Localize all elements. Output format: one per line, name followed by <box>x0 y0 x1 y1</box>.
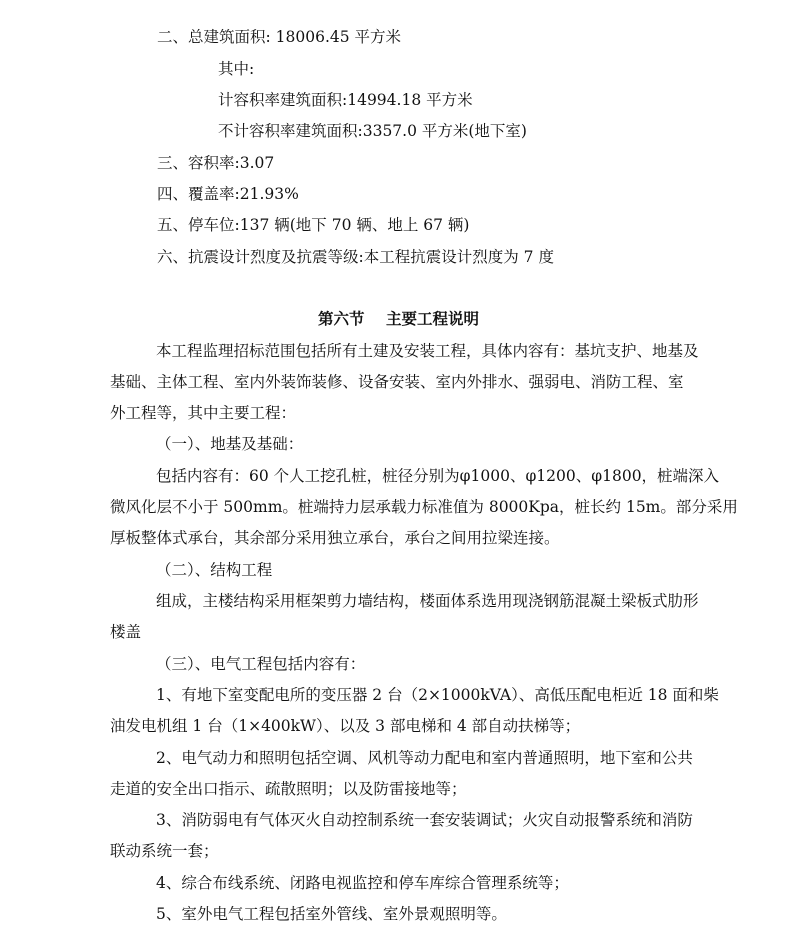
structure-text-line: 组成，主楼结构采用框架剪力墙结构，楼面体系选用现浇钢筋混凝土梁板式肋形 <box>156 592 699 610</box>
foundation-heading: （一）、地基及基础： <box>156 435 304 453</box>
coverage-line: 四、覆盖率:21.93% <box>157 185 299 203</box>
electrical-item-line: 3、消防弱电有气体灭火自动控制系统一套安装调试；火灾自动报警系统和消防 <box>156 811 693 829</box>
structure-heading: （二）、结构工程 <box>156 561 273 579</box>
electrical-item-line: 1、有地下室变配电所的变压器 2 台（2×1000kVA）、高低压配电柜近 18 面和柴 <box>156 686 719 704</box>
electrical-item-line: 4、综合布线系统、闭路电视监控和停车库综合管理系统等； <box>156 874 569 892</box>
far-line: 三、容积率:3.07 <box>157 154 275 172</box>
far-area-line: 计容积率建筑面积:14994.18 平方米 <box>218 91 473 109</box>
electrical-item-line: 2、电气动力和照明包括空调、风机等动力配电和室内普通照明，地下室和公共 <box>156 749 693 767</box>
intro-line: 基础、主体工程、室内外装饰装修、设备安装、室内外排水、强弱电、消防工程、室 <box>110 373 684 391</box>
section-title: 第六节 主要工程说明 <box>317 309 480 328</box>
non-far-area-line: 不计容积率建筑面积:3357.0 平方米(地下室) <box>218 122 527 140</box>
seismic-line: 六、抗震设计烈度及抗震等级:本工程抗震设计烈度为 7 度 <box>157 248 554 266</box>
of-which-label: 其中: <box>218 60 255 78</box>
intro-line: 外工程等，其中主要工程： <box>110 404 297 422</box>
structure-text-line: 楼盖 <box>110 623 142 641</box>
electrical-heading: （三）、电气工程包括内容有： <box>156 655 366 673</box>
electrical-item-line: 5、室外电气工程包括室外管线、室外景观照明等。 <box>156 905 507 923</box>
electrical-item-line: 走道的安全出口指示、疏散照明；以及防雷接地等； <box>110 780 467 798</box>
foundation-text-line: 包括内容有：60 个人工挖孔桩，桩径分别为φ1000、φ1200、φ1800，桩端深入 <box>156 467 720 485</box>
electrical-item-line: 联动系统一套； <box>110 842 219 860</box>
total-area-line: 二、总建筑面积: 18006.45 平方米 <box>157 28 402 46</box>
foundation-text-line: 微风化层不小于 500mm。桩端持力层承载力标准值为 8000Kpa，桩长约 15m。部分采用 <box>110 498 738 516</box>
foundation-text-line: 厚板整体式承台，其余部分采用独立承台，承台之间用拉梁连接。 <box>110 529 560 547</box>
parking-line: 五、停车位:137 辆(地下 70 辆、地上 67 辆) <box>157 216 470 234</box>
electrical-item-line: 油发电机组 1 台（1×400kW）、以及 3 部电梯和 4 部自动扶梯等； <box>110 717 581 735</box>
intro-line: 本工程监理招标范围包括所有土建及安装工程，具体内容有：基坑支护、地基及 <box>156 342 699 360</box>
